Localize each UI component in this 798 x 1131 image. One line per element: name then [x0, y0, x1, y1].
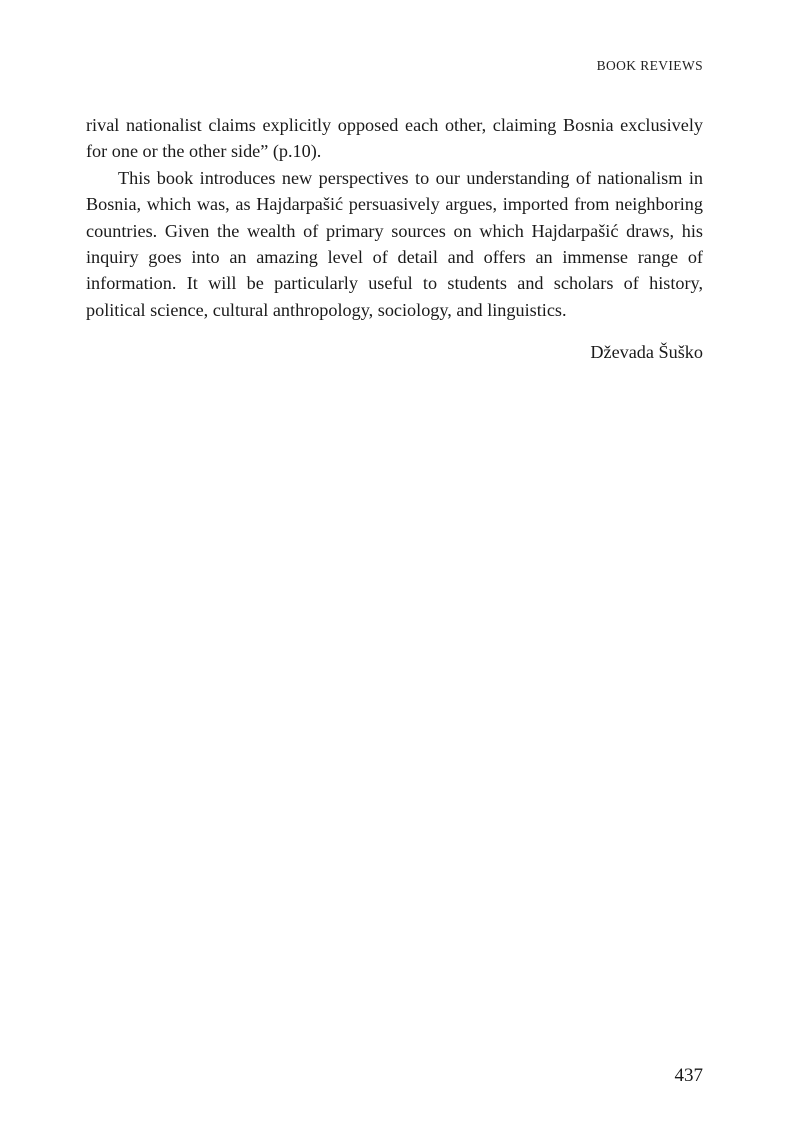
running-header: BOOK REVIEWS [596, 58, 703, 73]
reviewer-signature: Dževada Šuško [590, 342, 703, 362]
page-number: 437 [674, 1065, 703, 1086]
paragraph-conclusion: This book introduces new perspectives to our understanding of nationalism in Bosnia, which was, as Hajdarpašić persuasively argues, imported from neighboring countries. Given the wealth of primary sources on which Hajdarpašić draws, his inquiry goes into an amazing level of detail and offers an immense range of information. It will be particularly useful to students and scholars of history, political science, cultural anthropology, sociology, and linguistics. [86, 167, 703, 320]
review-body [86, 112, 703, 323]
paragraph-continuation: rival nationalist claims explicitly opposed each other, claiming Bosnia exclusively for one or the other side” (p.10). [86, 115, 703, 162]
